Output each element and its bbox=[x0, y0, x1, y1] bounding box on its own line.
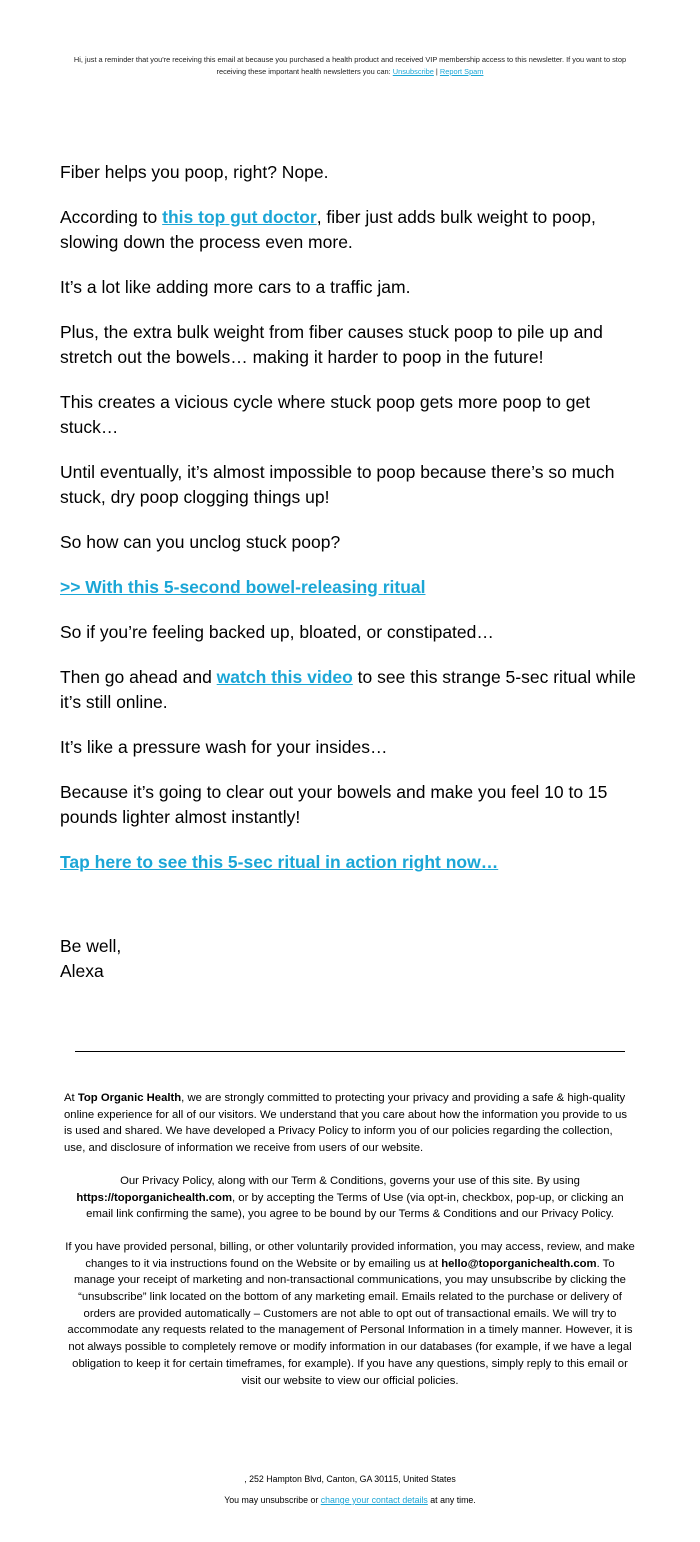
text-span: Our Privacy Policy, along with our Term & Conditions, governs your use of this site. By using bbox=[120, 1174, 580, 1187]
text-span: Then go ahead and bbox=[60, 667, 217, 687]
text-span: , fiber just adds bulk weight to poop, slowing down the process even more. bbox=[60, 207, 596, 252]
text-span: According to bbox=[60, 207, 163, 227]
contact-details-link[interactable]: change your contact details bbox=[320, 1495, 428, 1505]
link-separator: | bbox=[435, 67, 438, 76]
text-span: . To manage your receipt of marketing and non-transactional communications, you may unsubscribe by clicking the “unsubscribe” link located on the bottom of any marketing email. Emails related to the purchase or delivery of orders are provided automatically – Customers are not able to opt out of transactional emails. We will try to accommodate any requests related to the management of Personal Information in a timely manner. However, it is not always possible to completely remove or modify information in our databases (for example, if we have a legal obligation to keep it for certain timeframes, for example). If you have any questions, simply reply to this email or visit our website to view our official policies. bbox=[67, 1257, 633, 1387]
contact-email: hello@toporganichealth.com bbox=[441, 1257, 597, 1270]
text-span: at any time. bbox=[427, 1495, 476, 1505]
footer-divider bbox=[75, 1051, 625, 1052]
text-span: At bbox=[64, 1092, 78, 1104]
email-body bbox=[60, 160, 645, 895]
body-paragraph: Plus, the extra bulk weight from fiber causes stuck poop to pile up and stretch out the bowels… making it harder to poop in the future! bbox=[60, 322, 603, 367]
signature bbox=[60, 934, 121, 984]
body-paragraph: So how can you unclog stuck poop? bbox=[60, 532, 341, 552]
privacy-paragraph bbox=[64, 1090, 636, 1157]
text-span: , or by accepting the Terms of Use (via opt-in, checkbox, pop-up, or clicking an email link confirming the same), you agree to be bound by our Terms & Conditions and our Privacy Policy. bbox=[86, 1191, 624, 1221]
ritual-action-link[interactable]: Tap here to see this 5-sec ritual in action right now… bbox=[60, 852, 499, 872]
cta-paragraph bbox=[60, 850, 645, 875]
mailing-address: , 252 Hampton Blvd, Canton, GA 30115, United States bbox=[244, 1474, 456, 1484]
signature-name: Alexa bbox=[60, 961, 104, 981]
body-paragraph: Until eventually, it’s almost impossible to poop because there’s so much stuck, dry poop clogging things up! bbox=[60, 462, 615, 507]
body-paragraph bbox=[60, 665, 645, 715]
body-paragraph: Fiber helps you poop, right? Nope. bbox=[60, 162, 329, 182]
data-rights-paragraph bbox=[64, 1239, 636, 1389]
brand-name: Top Organic Health bbox=[77, 1092, 182, 1104]
watch-video-link[interactable]: watch this video bbox=[216, 667, 353, 687]
cta-paragraph bbox=[60, 575, 645, 600]
unsubscribe-link[interactable]: Unsubscribe bbox=[392, 67, 434, 76]
gut-doctor-link[interactable]: this top gut doctor bbox=[162, 207, 317, 227]
text-span: , we are strongly committed to protecting your privacy and providing a safe & high-quality online experience for all of our visitors. We understand that you care about how the information you provide to us is used and shared. We have developed a Privacy Policy to inform you of our policies regarding the collection, use, and disclosure of information we receive from users of our website. bbox=[64, 1092, 628, 1155]
body-paragraph: It’s a lot like adding more cars to a traffic jam. bbox=[60, 277, 411, 297]
unsubscribe-footer bbox=[100, 1494, 600, 1506]
unsubscribe-notice bbox=[60, 54, 640, 78]
site-url: https://toporganichealth.com bbox=[76, 1191, 233, 1204]
ritual-cta-link[interactable]: >> With this 5-second bowel-releasing ritual bbox=[60, 577, 426, 597]
text-span: If you have provided personal, billing, or other voluntarily provided information, you may access, review, and make changes to it via instructions found on the Website or by emailing us at bbox=[65, 1240, 635, 1270]
body-paragraph: This creates a vicious cycle where stuck poop gets more poop to get stuck… bbox=[60, 392, 591, 437]
report-spam-link[interactable]: Report Spam bbox=[439, 67, 484, 76]
text-span: to see this strange 5-sec ritual while it’s still online. bbox=[60, 667, 636, 712]
body-paragraph: So if you’re feeling backed up, bloated, or constipated… bbox=[60, 622, 494, 642]
notice-text: Hi, just a reminder that you're receiving this email at because you purchased a health product and received VIP membership access to this newsletter. If you want to stop receiving these important health newsletters you can: bbox=[73, 55, 627, 76]
body-paragraph bbox=[60, 205, 645, 255]
body-paragraph: It’s like a pressure wash for your insides… bbox=[60, 737, 388, 757]
privacy-footer bbox=[64, 1090, 636, 1405]
terms-paragraph bbox=[64, 1173, 636, 1223]
text-span: You may unsubscribe or bbox=[224, 1495, 321, 1505]
signature-closing: Be well, bbox=[60, 936, 122, 956]
body-paragraph: Because it’s going to clear out your bowels and make you feel 10 to 15 pounds lighter almost instantly! bbox=[60, 782, 608, 827]
